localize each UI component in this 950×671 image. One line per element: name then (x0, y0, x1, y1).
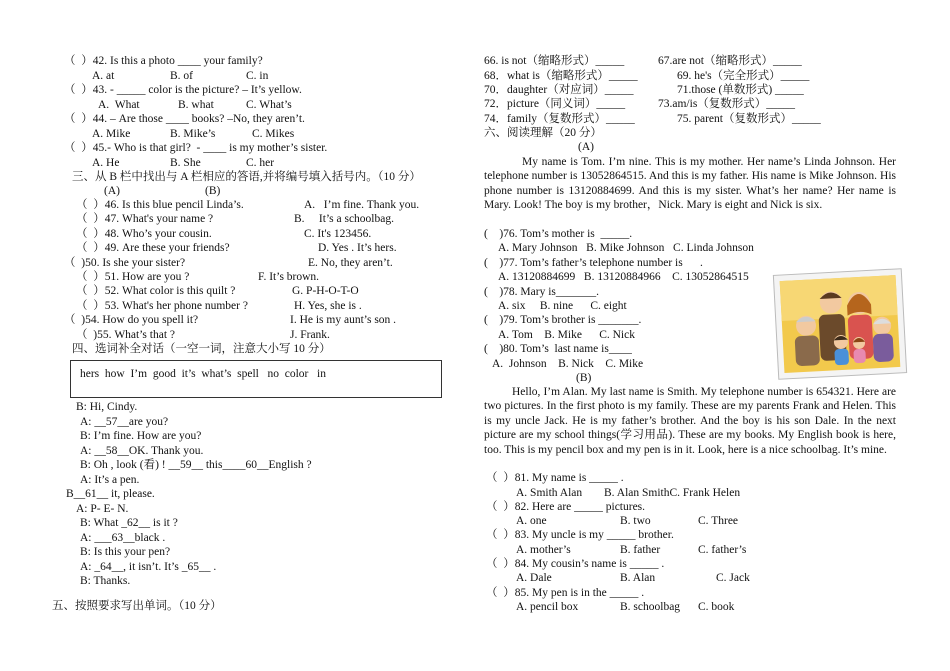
match-answer: D. Yes . It’s hers. (318, 242, 397, 255)
option: A. Mike (92, 128, 131, 140)
match-question: （ ）46. Is this blue pencil Linda’s. (76, 199, 244, 211)
dialogue-line: A: It’s a pen. (80, 473, 140, 486)
word-item: 75. parent（复数形式）_____ (677, 113, 821, 125)
option: C. her (246, 157, 275, 169)
dialogue-line: B__61__ it, please. (66, 488, 155, 500)
match-question: （ ）48. Who’s your cousin. (76, 227, 212, 240)
dialogue-line: B: Is this your pen? (80, 546, 171, 558)
word-item: 69. he's（完全形式）_____ (677, 70, 810, 82)
passage-a-label: (A) (578, 141, 594, 153)
option: B. She (170, 157, 201, 169)
match-question: （ ）47. What's your name ? (76, 213, 214, 226)
match-answer: C. It's 123456. (304, 227, 372, 240)
word-item: 74．family（复数形式）_____ (484, 113, 635, 125)
question-81: （ ）81. My name is _____ . (486, 472, 624, 484)
option: B. Mike’s (170, 128, 216, 140)
dialogue-line: A: P- E- N. (76, 502, 129, 515)
match-answer: G. P-H-O-T-O (292, 285, 359, 298)
option: A. Smith Alan (516, 487, 583, 499)
question-42: （ ）42. Is this a photo ____ your family? (64, 55, 263, 67)
option: B. schoolbag (620, 601, 681, 613)
dialogue-line: A: ___63__black . (80, 531, 166, 544)
match-question: （ ）53. What's her phone number ? (76, 299, 248, 312)
family-illustration (770, 264, 910, 384)
section-6-heading: 六、阅读理解（20 分） (484, 127, 602, 139)
match-answer: B. It’s a schoolbag. (294, 213, 394, 226)
match-question: （ )54. How do you spell it? (64, 314, 199, 327)
option: C. book (698, 601, 735, 613)
option: A. He (92, 157, 120, 169)
match-answer: J. Frank. (290, 328, 330, 341)
option: C. What’s (246, 99, 292, 111)
match-answer: E. No, they aren’t. (308, 256, 393, 269)
option: C. father’s (698, 544, 747, 556)
question-80: ( )80. Tom’s last name is____ (484, 343, 632, 355)
passage-a: My name is Tom. I’m nine. This is my mother. Her name’s Linda Johnson. Her telephone number is 13052864515. And this is my father. His name is Mike Johnson. His phone number is 13120884699. And this is my sister. What’s her name? Her name is Mary. Look! The boy is my brother，Nick. Mary is eight and Nick is six. (484, 156, 896, 212)
match-question: （ )55. What’s that ? (76, 328, 176, 341)
option: A. mother’s (516, 544, 571, 556)
match-answer: I. He is my aunt’s son . (290, 314, 397, 327)
match-question: （ ）49. Are these your friends? (76, 242, 230, 255)
dialogue-line: A: __57__are you? (80, 415, 169, 428)
match-answer: A. I’m fine. Thank you. (304, 199, 420, 211)
dialogue-line: B: Thanks. (80, 575, 131, 587)
option: B. father (620, 544, 661, 556)
word-item: 71.those (单数形式) _____ (677, 84, 804, 96)
option: B. Alan SmithC. Frank Helen (604, 487, 741, 499)
question-43: （ ）43. - _____ color is the picture? – It’s yellow. (64, 84, 302, 96)
option: A. Dale (516, 572, 552, 584)
match-question: （ ）51. How are you ? (76, 271, 190, 283)
match-question: （ ）52. What color is this quilt ? (76, 285, 236, 298)
question-79: ( )79. Tom’s brother is _______. (484, 314, 642, 326)
question-82: （ ）82. Here are _____ pictures. (486, 501, 646, 513)
section-3-heading: 三、从 B 栏中找出与 A 栏相应的答语,并将编号填入括号内。（10 分） (72, 171, 421, 183)
option: B. two (620, 515, 651, 527)
column-b-label: (B) (205, 185, 221, 197)
option: B. of (170, 70, 193, 82)
word-item: 66. is not（缩略形式）_____ (484, 55, 625, 67)
word-item: 67.are not（缩略形式）_____ (658, 55, 802, 67)
match-answer: H. Yes, she is . (294, 299, 362, 312)
option: A. What (98, 99, 140, 111)
word-bank: hers how I’m good it’s what’s spell no color in (80, 368, 326, 380)
option: C. in (246, 70, 269, 82)
dialogue-line: A: _64__, it isn’t. It’s _65__ . (80, 560, 217, 573)
question-44: （ ）44. – Are those ____ books? –No, they aren’t. (64, 113, 305, 125)
word-item: 70．daughter（对应词）_____ (484, 84, 634, 96)
section-5-heading: 五、按照要求写出单词。（10 分） (52, 600, 222, 612)
word-item: 68．what is（缩略形式）_____ (484, 70, 638, 82)
option: C. Three (698, 515, 739, 527)
match-question: （ )50. Is she your sister? (64, 256, 186, 269)
option: C. Mikes (252, 128, 295, 140)
options-77: A. 13120884699 B. 13120884966 C. 13052864515 (498, 271, 749, 283)
passage-b: Hello, I’m Alan. My last name is Smith. My telephone number is 654321. Here are two pictures. In the first photo is my family. These are my parents Frank and Helen. This is my uncle Jack. He is my father’s brother. And the boy is his son Dale. In the next picture are my school things(学习用品). These are my books. My English book is here, too. This is my pencil box and my pen is in it. Look, here is a nice schoolbag. It’s mine. (484, 386, 896, 456)
question-78: ( )78. Mary is_______. (484, 286, 599, 298)
question-84: （ ）84. My cousin’s name is _____ . (486, 558, 665, 570)
word-item: 73.am/is（复数形式）_____ (658, 98, 796, 110)
options-78: A. six B. nine C. eight (498, 300, 627, 312)
option: A. pencil box (516, 601, 579, 613)
question-85: （ ）85. My pen is in the _____ . (486, 587, 645, 599)
dialogue-line: B: Oh , look (看) ! __59__ this____60__English ? (80, 459, 312, 471)
word-bank-box (70, 360, 442, 398)
option: C. Jack (716, 572, 750, 584)
options-80: A. Johnson B. Nick C. Mike (492, 358, 644, 370)
passage-b-label: (B) (576, 372, 592, 384)
section-4-heading: 四、选词补全对话（一空一词，注意大小写 10 分） (72, 343, 331, 355)
column-a-label: (A) (104, 185, 120, 197)
option: B. what (178, 99, 214, 111)
match-answer: F. It’s brown. (258, 271, 320, 283)
question-83: （ ）83. My uncle is my _____ brother. (486, 529, 674, 541)
dialogue-line: B: Hi, Cindy. (76, 401, 138, 413)
question-76: ( )76. Tom’s mother is _____. (484, 228, 633, 240)
option: A. one (516, 515, 547, 527)
question-77: ( )77. Tom’s father’s telephone number is . (484, 257, 703, 269)
dialogue-line: A: __58__OK. Thank you. (80, 444, 204, 457)
family-photo (770, 264, 910, 384)
question-45: （ ）45.- Who is that girl? - ____ is my mother’s sister. (64, 142, 328, 154)
word-item: 72．picture（同义词）_____ (484, 98, 626, 110)
dialogue-line: B: What _62__ is it ? (80, 517, 178, 529)
option: B. Alan (620, 572, 656, 584)
dialogue-line: B: I’m fine. How are you? (80, 430, 202, 442)
option: A. at (92, 70, 115, 82)
options-76: A. Mary Johnson B. Mike Johnson C. Linda Johnson (498, 242, 754, 254)
options-79: A. Tom B. Mike C. Nick (498, 329, 635, 341)
